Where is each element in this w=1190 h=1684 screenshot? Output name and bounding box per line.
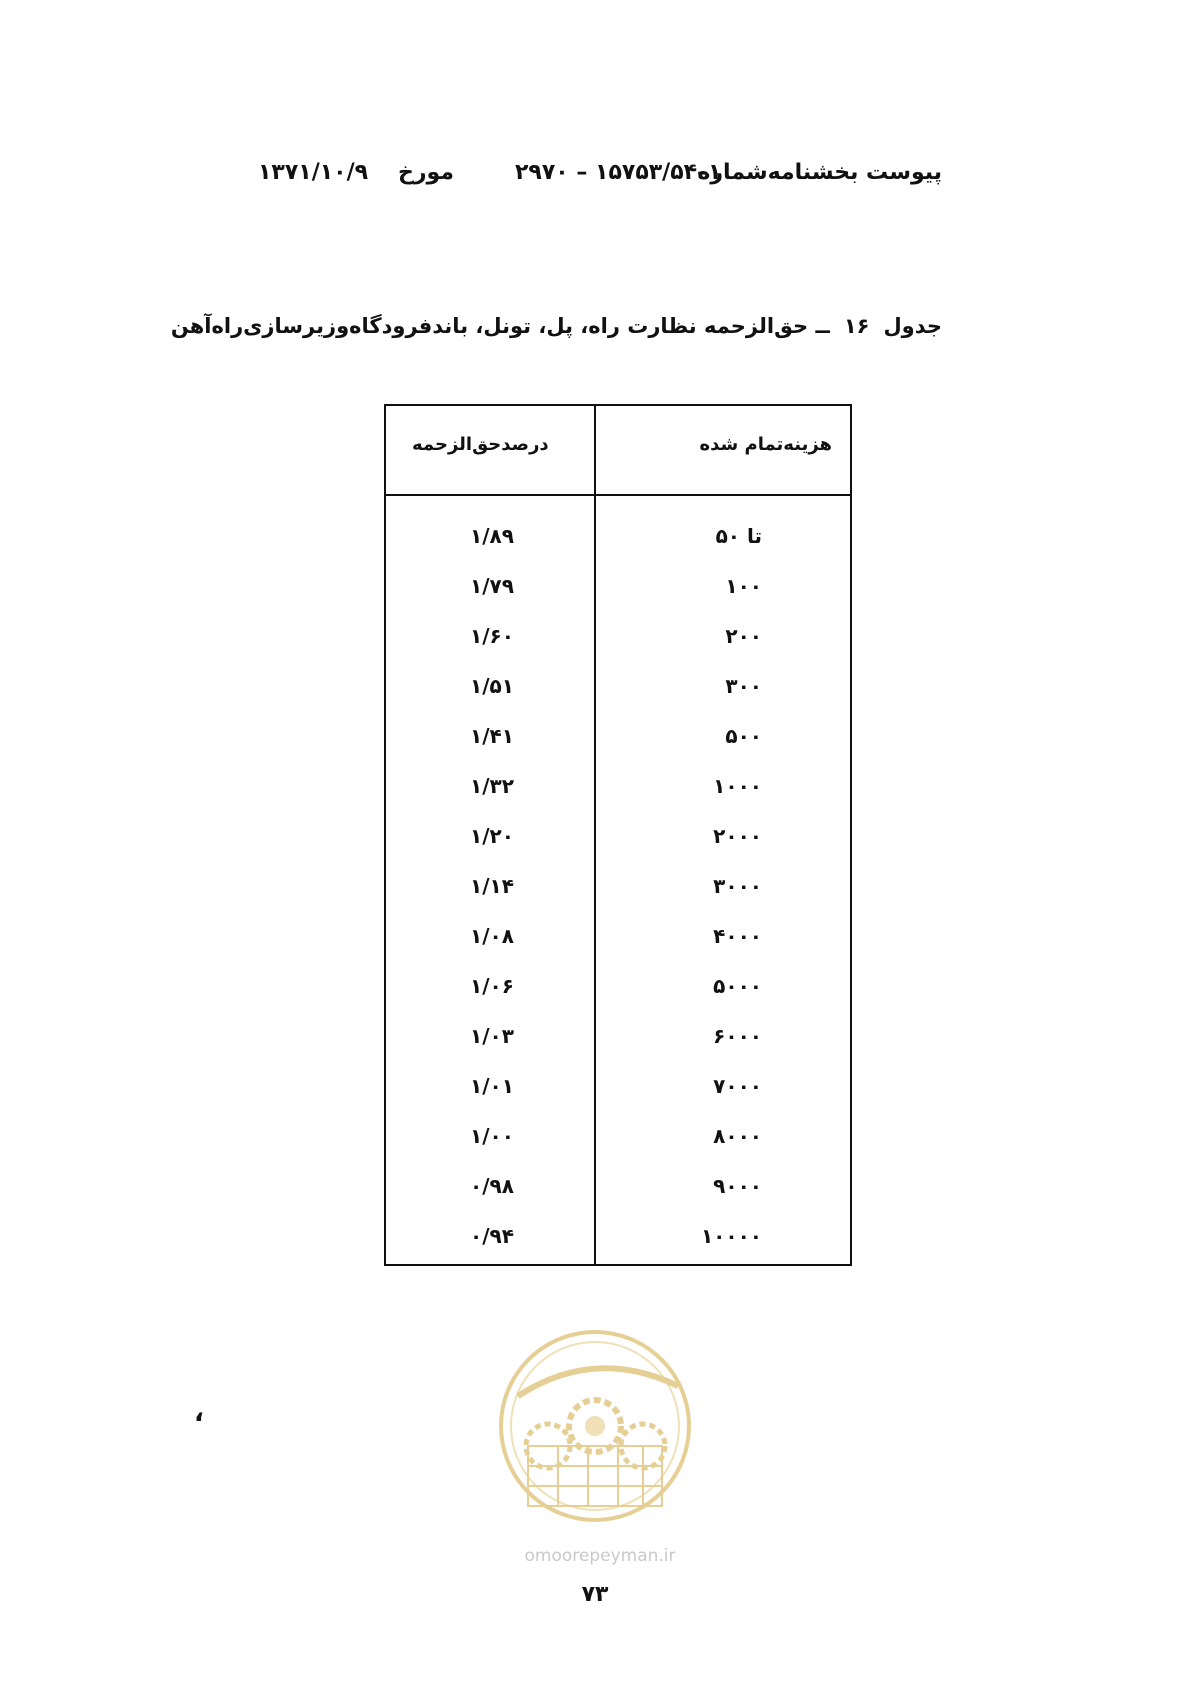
cost-cell: ۲۰۰: [725, 624, 762, 648]
percent-cell: ۱/۰۸: [470, 924, 514, 948]
cost-cell: ۱۰۰۰۰: [700, 1224, 762, 1248]
cost-cell: ۹۰۰۰: [713, 1174, 762, 1198]
dated-label: مورخ: [398, 160, 454, 185]
cost-cell: ۱۰۰۰: [713, 774, 762, 798]
table-caption: [170, 314, 942, 338]
stray-mark: ،: [194, 1398, 204, 1428]
percent-cell: ۱/۳۲: [470, 774, 514, 798]
cost-cell: ۴۰۰۰: [713, 924, 762, 948]
caption-number: ۱۶: [843, 314, 870, 338]
letter-date: ۱۳۷۱/۱۰/۹: [258, 160, 369, 185]
cost-cell: ۶۰۰۰: [713, 1024, 762, 1048]
percent-cell: ۰/۹۴: [470, 1224, 514, 1248]
cost-cell: ۲۰۰۰: [713, 824, 762, 848]
caption-label: جدول: [883, 314, 942, 338]
cost-cell: ۱۰۰: [725, 574, 762, 598]
percent-cell: ۱/۰۶: [470, 974, 514, 998]
percent-cell: ۱/۷۹: [470, 574, 514, 598]
cost-cell: ۸۰۰۰: [713, 1124, 762, 1148]
percent-cell: ۱/۰۱: [470, 1074, 514, 1098]
percent-cell: ۱/۸۹: [470, 524, 514, 548]
percent-cell: ۱/۶۰: [470, 624, 514, 648]
header-divider: [386, 494, 850, 496]
cost-cell: تا ۵۰: [715, 524, 762, 548]
percent-cell: ۱/۰۰: [470, 1124, 514, 1148]
percent-cell: ۰/۹۸: [470, 1174, 514, 1198]
percent-cell: ۱/۲۰: [470, 824, 514, 848]
fee-table: [384, 404, 852, 1266]
cost-cell: ۳۰۰۰: [713, 874, 762, 898]
cost-cell: ۵۰۰: [725, 724, 762, 748]
column-divider: [594, 406, 596, 1264]
caption-text: ــ حق‌الزحمه نظارت راه، پل، تونل، باندفرودگاه‌وزیرسازی‌راه‌آهن: [170, 314, 830, 338]
page-number: ۷۳: [581, 1582, 609, 1607]
percent-cell: ۱/۰۳: [470, 1024, 514, 1048]
cost-cell: ۷۰۰۰: [713, 1074, 762, 1098]
letter-number: ۲۹۷۰ – ۱۵۷۵۳/۵۴–۱: [515, 160, 722, 185]
watermark-site: omoorepeyman.ir: [524, 1546, 676, 1566]
column-header-cost: هزینه‌تمام شده: [699, 434, 832, 455]
percent-cell: ۱/۵۱: [470, 674, 514, 698]
attachment-label: پیوست بخشنامه‌شماره: [697, 160, 942, 185]
omoorepeyman-seal-icon: [488, 1326, 702, 1556]
column-header-percent: درصدحق‌الزحمه: [412, 434, 549, 455]
percent-cell: ۱/۱۴: [470, 874, 514, 898]
cost-cell: ۳۰۰: [725, 674, 762, 698]
percent-cell: ۱/۴۱: [470, 724, 514, 748]
cost-cell: ۵۰۰۰: [713, 974, 762, 998]
